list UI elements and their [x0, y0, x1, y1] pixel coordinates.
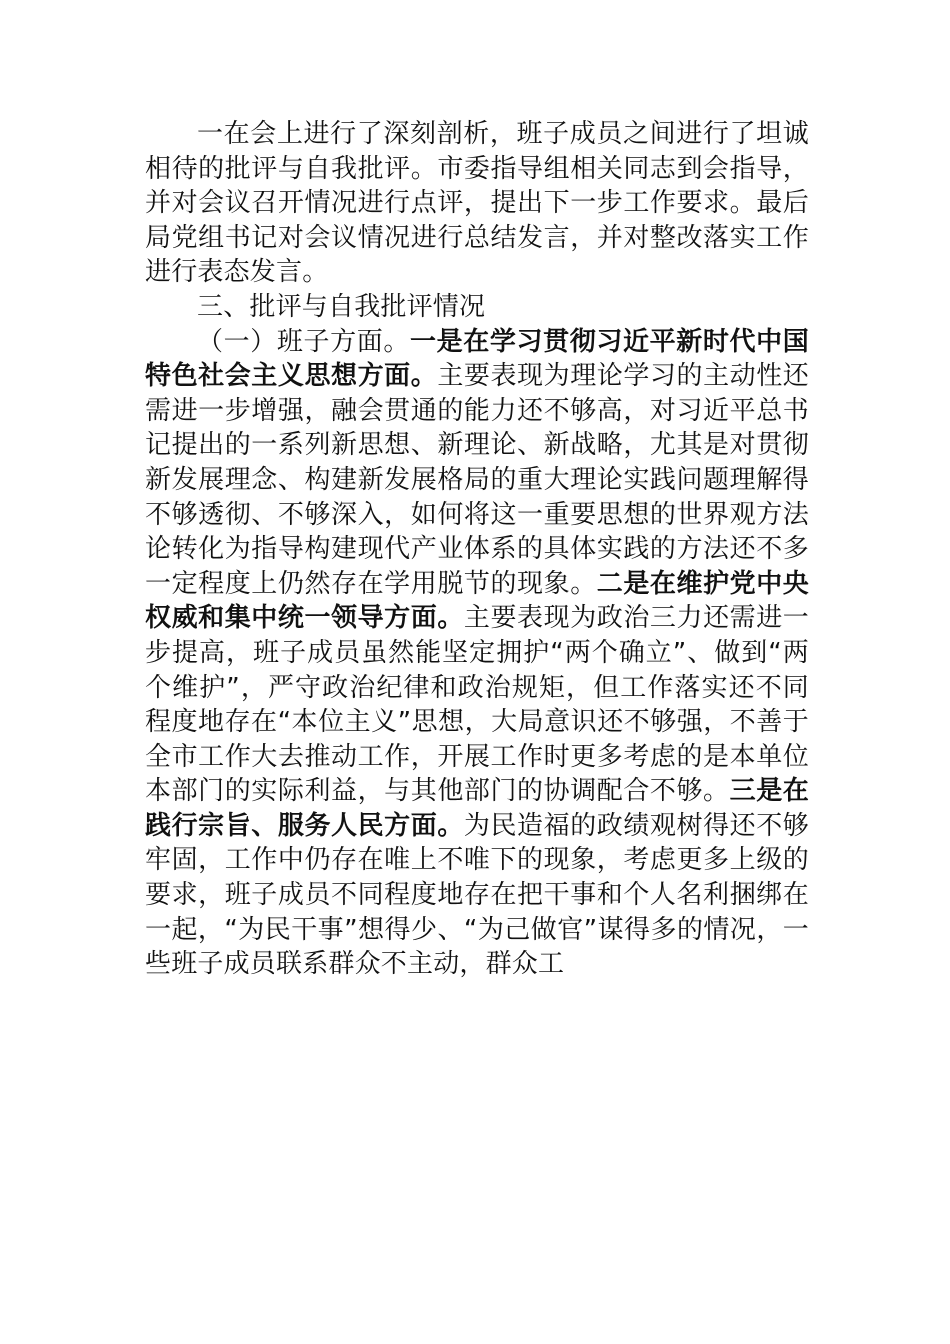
document-body [145, 117, 809, 982]
point-1-body: 主要表现为理论学习的主动性还需进一步增强，融会贯通的能力还不够高，对习近平总书记提出的一系列新思想、新理论、新战略，尤其是对贯彻新发展理念、构建新发展格局的重大理论实践问题理解得不够透彻、不够深入，如何将这一重要思想的世界观方法论转化为指导构建现代产业体系的具体实践的方法还不多一定程度上仍然存在学用脱节的现象。 [145, 361, 809, 599]
point-2-title: 二是在维护党中央权威和集中统一领导方面。 [145, 568, 809, 634]
paragraph-meeting-summary [145, 117, 809, 290]
point-2-body: 主要表现为政治三力还需进一步提高，班子成员虽然能坚定拥护“两个确立”、做到“两个维护”，严守政治纪律和政治规矩，但工作落实还不同程度地存在“本位主义”思想，大局意识还不够强，不善于全市工作大去推动工作，开展工作时更多考虑的是本单位本部门的实际利益，与其他部门的协调配合不够。 [145, 603, 809, 807]
section-heading [145, 290, 809, 325]
paragraph-text: 一在会上进行了深刻剖析，班子成员之间进行了坦诚相待的批评与自我批评。市委指导组相关同志到会指导，并对会议召开情况进行点评，提出下一步工作要求。最后局党组书记对会议情况进行总结发言，并对整改落实工作进行表态发言。 [145, 119, 809, 288]
paragraph-team-criticism [145, 325, 809, 982]
subsection-lead: （一）班子方面。 [197, 326, 411, 357]
point-1-title: 一是在学习贯彻习近平新时代中国特色社会主义思想方面。 [145, 326, 809, 392]
section-heading-text: 三、批评与自我批评情况 [197, 291, 486, 322]
point-3-body: 为民造福的政绩观树得还不够牢固，工作中仍存在唯上不唯下的现象，考虑更多上级的要求，班子成员不同程度地存在把干事和个人名利捆绑在一起，“为民干事”想得少、“为己做官”谋得多的情况，一些班子成员联系群众不主动，群众工 [145, 810, 809, 980]
point-3-title: 三是在践行宗旨、服务人民方面。 [145, 776, 809, 841]
